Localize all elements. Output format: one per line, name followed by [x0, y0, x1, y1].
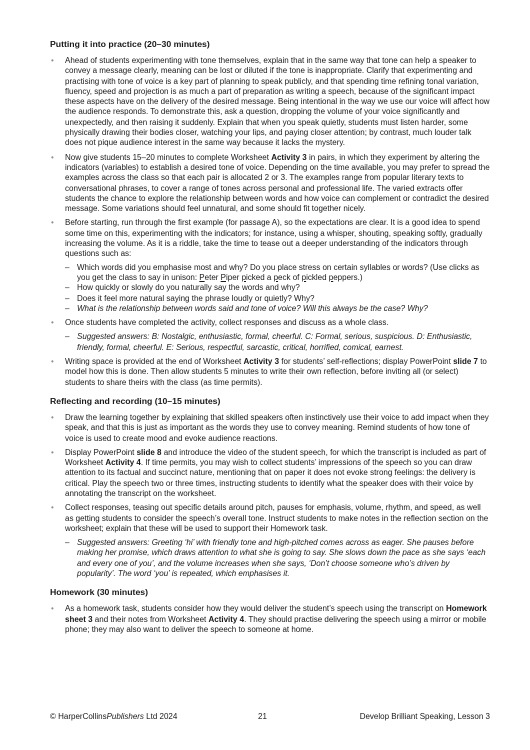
question-item: – How quickly or slowly do you naturally say the words and why?	[65, 283, 300, 293]
list-item: • Draw the learning together by explaining that skilled speakers often instinctively use their voice to add impact when they speak, and that this is just as important as the words they use to convey meaning. Remind students of how tone of voice is used to create mood and evoke audience reactions.	[51, 412, 489, 443]
bullet-icon: •	[51, 56, 54, 65]
bullet-icon: •	[51, 357, 54, 367]
list-item: • Ahead of students experimenting with tone themselves, explain that in the same way that tone can help a speaker to convey a message clearly, meaning can be lost or diluted if the tone is inappropriate. Clarify that experimenting and practising with tone of voice is a key part of planning to speak publicly, and that spending time refining tonal variation, fluency, speed and projection is as much a part of preparation as writing a speech, because of the significant impact these aspects have on the delivery of the desired message. Being intentional in the way we use our voice will affect how the audience responds. To demonstrate this, ask a question, dropping the volume of your voice significantly and unexpectedly, and then raising it suddenly. Explain that when you speak quietly, students must listen harder, some physically drawing their bodies closer, watching your lips, and paying closer attention; by contrast, much louder talk does not pique audience interest in the same way because it lacks the mystery.	[51, 56, 490, 148]
list-item: • Display PowerPoint slide 8 and introduce the video of the student speech, for which the transcript is included as part of Worksheet Activity 4. If time permits, you may wish to collect students’ impressions of the speech so you can draw attention to its factual and succinct nature, mentioning that on paper it does not evoke strong feelings: the delivery is critical. Play the speech two or three times, instructing students to identify what the speaker does with their voice by annotating the transcript on the worksheet.	[51, 447, 487, 498]
bullet-icon: •	[51, 318, 54, 328]
list-item: • Now give students 15–20 minutes to complete Worksheet Activity 3 in pairs, in which they experiment by altering the indicators (variables) to establish a desired tone of voice. Depending on the time available, you may prefer to spread the examples across the class so that each pair is allocated 2 or 3. The examples range from popular literary texts to conversational phrases, to cover a range of tones across personal and professional life. The varied extracts offer students the chance to explore the relationship between words and how voice can complement or contradict the desired message. Some variations should feel unnatural, and some should fit together nicely.	[51, 152, 490, 214]
section-heading-practice: Putting it into practice (20–30 minutes)	[50, 39, 210, 49]
document-body	[50, 36, 490, 639]
list-item: • Once students have completed the activity, collect responses and discuss as a whole class.	[51, 318, 389, 328]
document-title: Develop Brilliant Speaking, Lesson 3	[359, 712, 490, 721]
bullet-icon: •	[51, 447, 54, 457]
dash-icon: –	[65, 262, 70, 272]
dash-icon: –	[65, 538, 70, 548]
page-number: 21	[258, 712, 267, 721]
bullet-icon: •	[51, 604, 54, 614]
section-heading-reflecting: Reflecting and recording (10–15 minutes)	[50, 395, 221, 406]
list-item: • As a homework task, students consider how they would deliver the student’s speech using the transcript on Homework sheet 3 and their notes from Worksheet Activity 4. They should practise delivering the speech using a mirror or mobile phone; they may also want to deliver the speech to someone at home.	[51, 604, 487, 634]
copyright-notice: © HarperCollinsPublishers Ltd 2024	[50, 712, 178, 721]
list-item: • Before starting, run through the first example (for passage A), so the expectations are clear. It is a good idea to spend some time on this, experimenting with the indicators; for instance, using a whisper, shouting, speaking softly, gradually increasing the volume. As it is a riddle, take the time to tease out a deeper understanding of the indicators through questions such as:	[51, 218, 483, 259]
section-heading-homework: Homework (30 minutes)	[50, 587, 148, 598]
suggested-answers: – Suggested answers: Greeting ‘hi’ with friendly tone and high-pitched comes across as eager. She pauses before making her promise, which draws attention to what she is going to say. She slows down the pace as she says ‘each and every one of you’, and the volume increases when she says, ‘Don’t choose someone who’s driven by popularity’. The word ‘you’ is repeated, which emphasises it.	[65, 538, 486, 579]
list-item: • Writing space is provided at the end of Worksheet Activity 3 for students’ self-reflections; display PowerPoint slide 7 to model how this is done. Then allow students 5 minutes to write their own reflection, before inviting all (or select) students to share theirs with the class (as time permits).	[51, 357, 487, 387]
dash-icon: –	[65, 283, 70, 293]
question-item: – Which words did you emphasise most and why? Do you place stress on certain syllables or words? (Use clicks as you get the class to say in unison: Peter Piper picked a peck of pickled peppers.)	[65, 262, 480, 282]
dash-icon: –	[65, 303, 70, 313]
dash-icon: –	[65, 332, 70, 342]
suggested-answers: – Suggested answers: B: Nostalgic, enthusiastic, formal, cheerful. C: Formal, serious, suspicious. D: Enthusiastic, friendly, formal, cheerful. E: Serious, respectful, sarcastic, critical, horrified, comical, earnest.	[65, 332, 473, 352]
question-item: – What is the relationship between words said and tone of voice? Will this always be the case? Why?	[65, 303, 428, 313]
bullet-icon: •	[51, 412, 54, 422]
dash-icon: –	[65, 293, 70, 303]
list-item: • Collect responses, teasing out specific details around pitch, pauses for emphasis, volume, rhythm, and speed, as well as getting students to consider the speech’s overall tone. Instruct students to make notes in the reflection section on the worksheet; explain that these will be used to support their Homework task.	[51, 503, 489, 533]
bullet-icon: •	[51, 218, 54, 228]
bullet-icon: •	[51, 503, 54, 513]
bullet-icon: •	[51, 152, 54, 162]
question-item: – Does it feel more natural saying the phrase loudly or quietly? Why?	[65, 293, 315, 303]
